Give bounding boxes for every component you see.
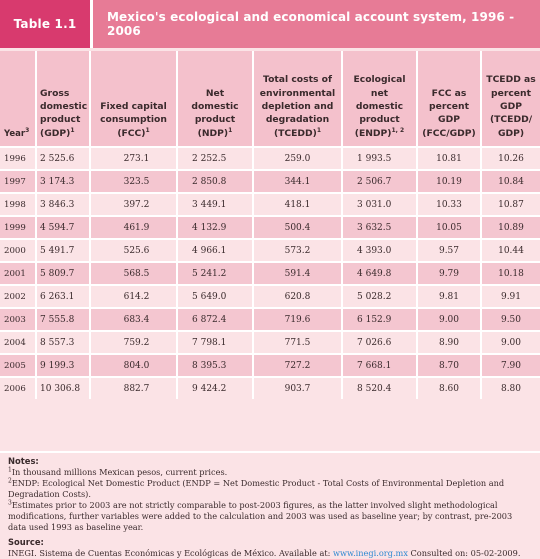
cell-tcedd: 500.4 (253, 216, 342, 239)
note-3: $^3$Estimates prior to 2003 are not strictly comparable to post-2003 figures, as the latter involved slight methodological modifications, further variables were added to the calculation and 2003 was used as baseline year; by contrast, pre-2003 data used 1993 as baseline year. (8, 499, 513, 532)
table-row (0, 308, 540, 331)
table-number-label: Table 1.1 (0, 0, 93, 48)
cell-endp: 7 026.6 (342, 331, 417, 354)
cell-endp: 5 028.2 (342, 285, 417, 308)
header-fcc: Fixed capital consumption (FCC)$^1$ (90, 51, 177, 147)
cell-tcedd-percent: 9.91 (481, 285, 540, 308)
table-row (0, 285, 540, 308)
cell-ndp: 6 872.4 (177, 308, 253, 331)
cell-gdp: 2 525.6 (36, 147, 90, 170)
cell-year: 1996 (0, 147, 36, 170)
table-row (0, 193, 540, 216)
cell-ndp: 7 798.1 (177, 331, 253, 354)
notes-section (0, 451, 540, 558)
header-year: Year$^3$ (0, 51, 36, 147)
cell-fcc-percent: 9.81 (417, 285, 481, 308)
cell-gdp: 4 594.7 (36, 216, 90, 239)
table-row (0, 147, 540, 170)
cell-fcc-percent: 8.70 (417, 354, 481, 377)
table-row (0, 331, 540, 354)
cell-fcc-percent: 9.00 (417, 308, 481, 331)
cell-endp: 4 649.8 (342, 262, 417, 285)
source-text: INEGI. Sistema de Cuentas Económicas y Ecológicas de México. Available at: www.inegi.org.mx Consulted on: 05-02-2009. (8, 548, 521, 558)
cell-year: 2000 (0, 239, 36, 262)
header-fcc-percent: FCC as percent GDP (FCC/GDP) (417, 51, 481, 147)
cell-ndp: 9 424.2 (177, 377, 253, 399)
cell-gdp: 5 809.7 (36, 262, 90, 285)
cell-ndp: 8 395.3 (177, 354, 253, 377)
cell-endp: 1 993.5 (342, 147, 417, 170)
header-tcedd: Total costs of environmental depletion and degradation (TCEDD)$^1$ (253, 51, 342, 147)
cell-fcc: 323.5 (90, 170, 177, 193)
cell-fcc-percent: 10.19 (417, 170, 481, 193)
cell-fcc: 397.2 (90, 193, 177, 216)
cell-year: 1998 (0, 193, 36, 216)
header-ndp: Net domestic product (NDP)$^1$ (177, 51, 253, 147)
cell-endp: 6 152.9 (342, 308, 417, 331)
cell-fcc: 759.2 (90, 331, 177, 354)
cell-tcedd-percent: 7.90 (481, 354, 540, 377)
cell-endp: 2 506.7 (342, 170, 417, 193)
cell-tcedd-percent: 10.89 (481, 216, 540, 239)
cell-ndp: 2 252.5 (177, 147, 253, 170)
table-row (0, 239, 540, 262)
cell-fcc: 614.2 (90, 285, 177, 308)
cell-gdp: 3 174.3 (36, 170, 90, 193)
cell-gdp: 5 491.7 (36, 239, 90, 262)
cell-fcc: 804.0 (90, 354, 177, 377)
header-tcedd-percent: TCEDD as percent GDP (TCEDD/ GDP) (481, 51, 540, 147)
cell-ndp: 4 966.1 (177, 239, 253, 262)
cell-fcc: 525.6 (90, 239, 177, 262)
cell-year: 1997 (0, 170, 36, 193)
cell-tcedd-percent: 10.87 (481, 193, 540, 216)
notes-heading: Notes: (8, 456, 39, 466)
cell-tcedd-percent: 10.18 (481, 262, 540, 285)
table-row (0, 170, 540, 193)
table-row (0, 354, 540, 377)
cell-tcedd-percent: 9.00 (481, 331, 540, 354)
source-link[interactable]: www.inegi.org.mx (333, 548, 408, 558)
cell-year: 2005 (0, 354, 36, 377)
table-row (0, 262, 540, 285)
cell-ndp: 2 850.8 (177, 170, 253, 193)
cell-tcedd: 259.0 (253, 147, 342, 170)
cell-ndp: 5 241.2 (177, 262, 253, 285)
note-2: $^2$ENDP: Ecological Net Domestic Product (ENDP = Net Domestic Product - Total Costs of Environmental Depletion and Degradation Costs). (8, 477, 505, 499)
cell-gdp: 8 557.3 (36, 331, 90, 354)
note-1: $^1$In thousand millions Mexican pesos, current prices. (8, 466, 228, 477)
cell-tcedd-percent: 10.26 (481, 147, 540, 170)
cell-fcc: 461.9 (90, 216, 177, 239)
cell-fcc-percent: 8.60 (417, 377, 481, 399)
cell-fcc-percent: 10.33 (417, 193, 481, 216)
cell-ndp: 4 132.9 (177, 216, 253, 239)
cell-tcedd: 771.5 (253, 331, 342, 354)
cell-tcedd-percent: 10.44 (481, 239, 540, 262)
cell-year: 2004 (0, 331, 36, 354)
cell-tcedd: 903.7 (253, 377, 342, 399)
cell-gdp: 6 263.1 (36, 285, 90, 308)
cell-tcedd: 418.1 (253, 193, 342, 216)
cell-fcc: 683.4 (90, 308, 177, 331)
header-row (0, 51, 540, 147)
cell-year: 2006 (0, 377, 36, 399)
cell-gdp: 7 555.8 (36, 308, 90, 331)
cell-endp: 7 668.1 (342, 354, 417, 377)
cell-tcedd: 573.2 (253, 239, 342, 262)
cell-fcc-percent: 9.79 (417, 262, 481, 285)
cell-fcc: 882.7 (90, 377, 177, 399)
cell-endp: 3 031.0 (342, 193, 417, 216)
source-heading: Source: (8, 537, 44, 547)
cell-endp: 4 393.0 (342, 239, 417, 262)
cell-tcedd-percent: 9.50 (481, 308, 540, 331)
cell-fcc-percent: 8.90 (417, 331, 481, 354)
cell-gdp: 10 306.8 (36, 377, 90, 399)
cell-year: 1999 (0, 216, 36, 239)
table-row (0, 216, 540, 239)
cell-fcc-percent: 10.05 (417, 216, 481, 239)
cell-fcc-percent: 10.81 (417, 147, 481, 170)
cell-gdp: 3 846.3 (36, 193, 90, 216)
cell-ndp: 5 649.0 (177, 285, 253, 308)
cell-year: 2002 (0, 285, 36, 308)
cell-endp: 3 632.5 (342, 216, 417, 239)
header-endp: Ecological net domestic product (ENDP)$^{1, 2}$ (342, 51, 417, 147)
cell-fcc: 273.1 (90, 147, 177, 170)
table-body (0, 147, 540, 399)
cell-tcedd: 727.2 (253, 354, 342, 377)
cell-tcedd: 719.6 (253, 308, 342, 331)
cell-year: 2001 (0, 262, 36, 285)
cell-tcedd-percent: 10.84 (481, 170, 540, 193)
cell-year: 2003 (0, 308, 36, 331)
cell-fcc-percent: 9.57 (417, 239, 481, 262)
cell-fcc: 568.5 (90, 262, 177, 285)
header-gdp: Gross domestic product (GDP)$^1$ (36, 51, 90, 147)
title-bar (0, 0, 540, 48)
table-row (0, 377, 540, 399)
cell-tcedd-percent: 8.80 (481, 377, 540, 399)
cell-tcedd: 591.4 (253, 262, 342, 285)
cell-ndp: 3 449.1 (177, 193, 253, 216)
cell-tcedd: 344.1 (253, 170, 342, 193)
data-table (0, 51, 540, 399)
cell-endp: 8 520.4 (342, 377, 417, 399)
cell-gdp: 9 199.3 (36, 354, 90, 377)
table-title: Mexico's ecological and economical account system, 1996 - 2006 (93, 0, 540, 48)
cell-tcedd: 620.8 (253, 285, 342, 308)
